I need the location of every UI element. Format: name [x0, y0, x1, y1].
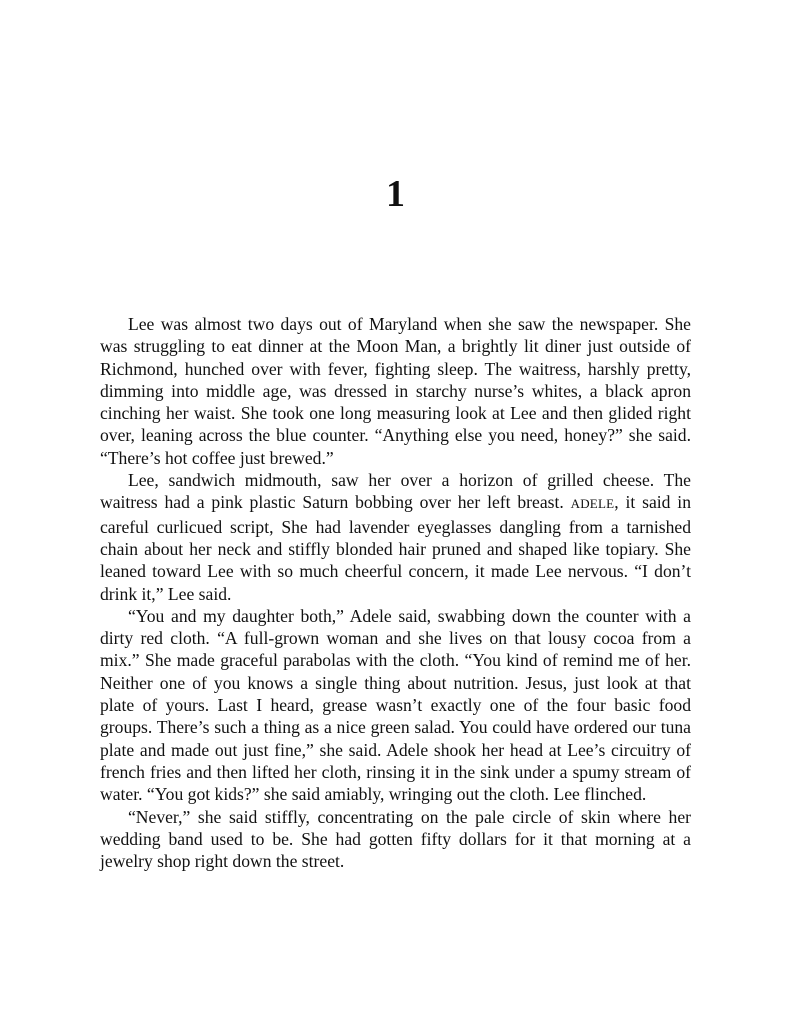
paragraph-2-after: , it said in careful curlicued script, She had lavender eyeglasses dangling from a tarnished chain about her neck and stiffly blonded hair pruned and shaped like topiary. She leaned toward Lee with so much cheerful concern, it made Lee nervous. “I don’t drink it,” Lee said.	[100, 492, 691, 604]
name-adele-smallcaps: ADELE	[570, 496, 615, 512]
chapter-number: 1	[386, 173, 405, 215]
paragraph-2-before: Lee, sandwich midmouth, saw her over a horizon of grilled cheese. The waitress had a pink plastic Saturn bobbing over her left breast.	[100, 470, 691, 513]
paragraph-4: “Never,” she said stiffly, concentrating on the pale circle of skin where her wedding band used to be. She had gotten fifty dollars for it that morning at a jewelry shop right down the street.	[100, 806, 691, 872]
paragraph-2	[100, 469, 691, 605]
paragraph-3: “You and my daughter both,” Adele said, swabbing down the counter with a dirty red cloth. “A full-grown woman and she lives on that lousy cocoa from a mix.” She made graceful parabolas with the cloth. “You kind of remind me of her. Neither one of you knows a single thing about nutrition. Jesus, just look at that plate of yours. Last I heard, grease wasn’t exactly one of the four basic food groups. There’s such a thing as a nice green salad. You could have ordered our tuna plate and made out just fine,” she said. Adele shook her head at Lee’s circuitry of french fries and then lifted her cloth, rinsing it in the sink under a spumy stream of water. “You got kids?” she said amiably, wringing out the cloth. Lee flinched.	[100, 605, 691, 805]
chapter-body	[100, 313, 691, 872]
paragraph-1: Lee was almost two days out of Maryland when she saw the newspaper. She was struggling to eat dinner at the Moon Man, a brightly lit diner just outside of Richmond, hunched over with fever, fighting sleep. The waitress, harshly pretty, dimming into middle age, was dressed in starchy nurse’s whites, a black apron cinching her waist. She took one long measuring look at Lee and then glided right over, leaning across the blue counter. “Anything else you need, honey?” she said. “There’s hot coffee just brewed.”	[100, 314, 691, 468]
